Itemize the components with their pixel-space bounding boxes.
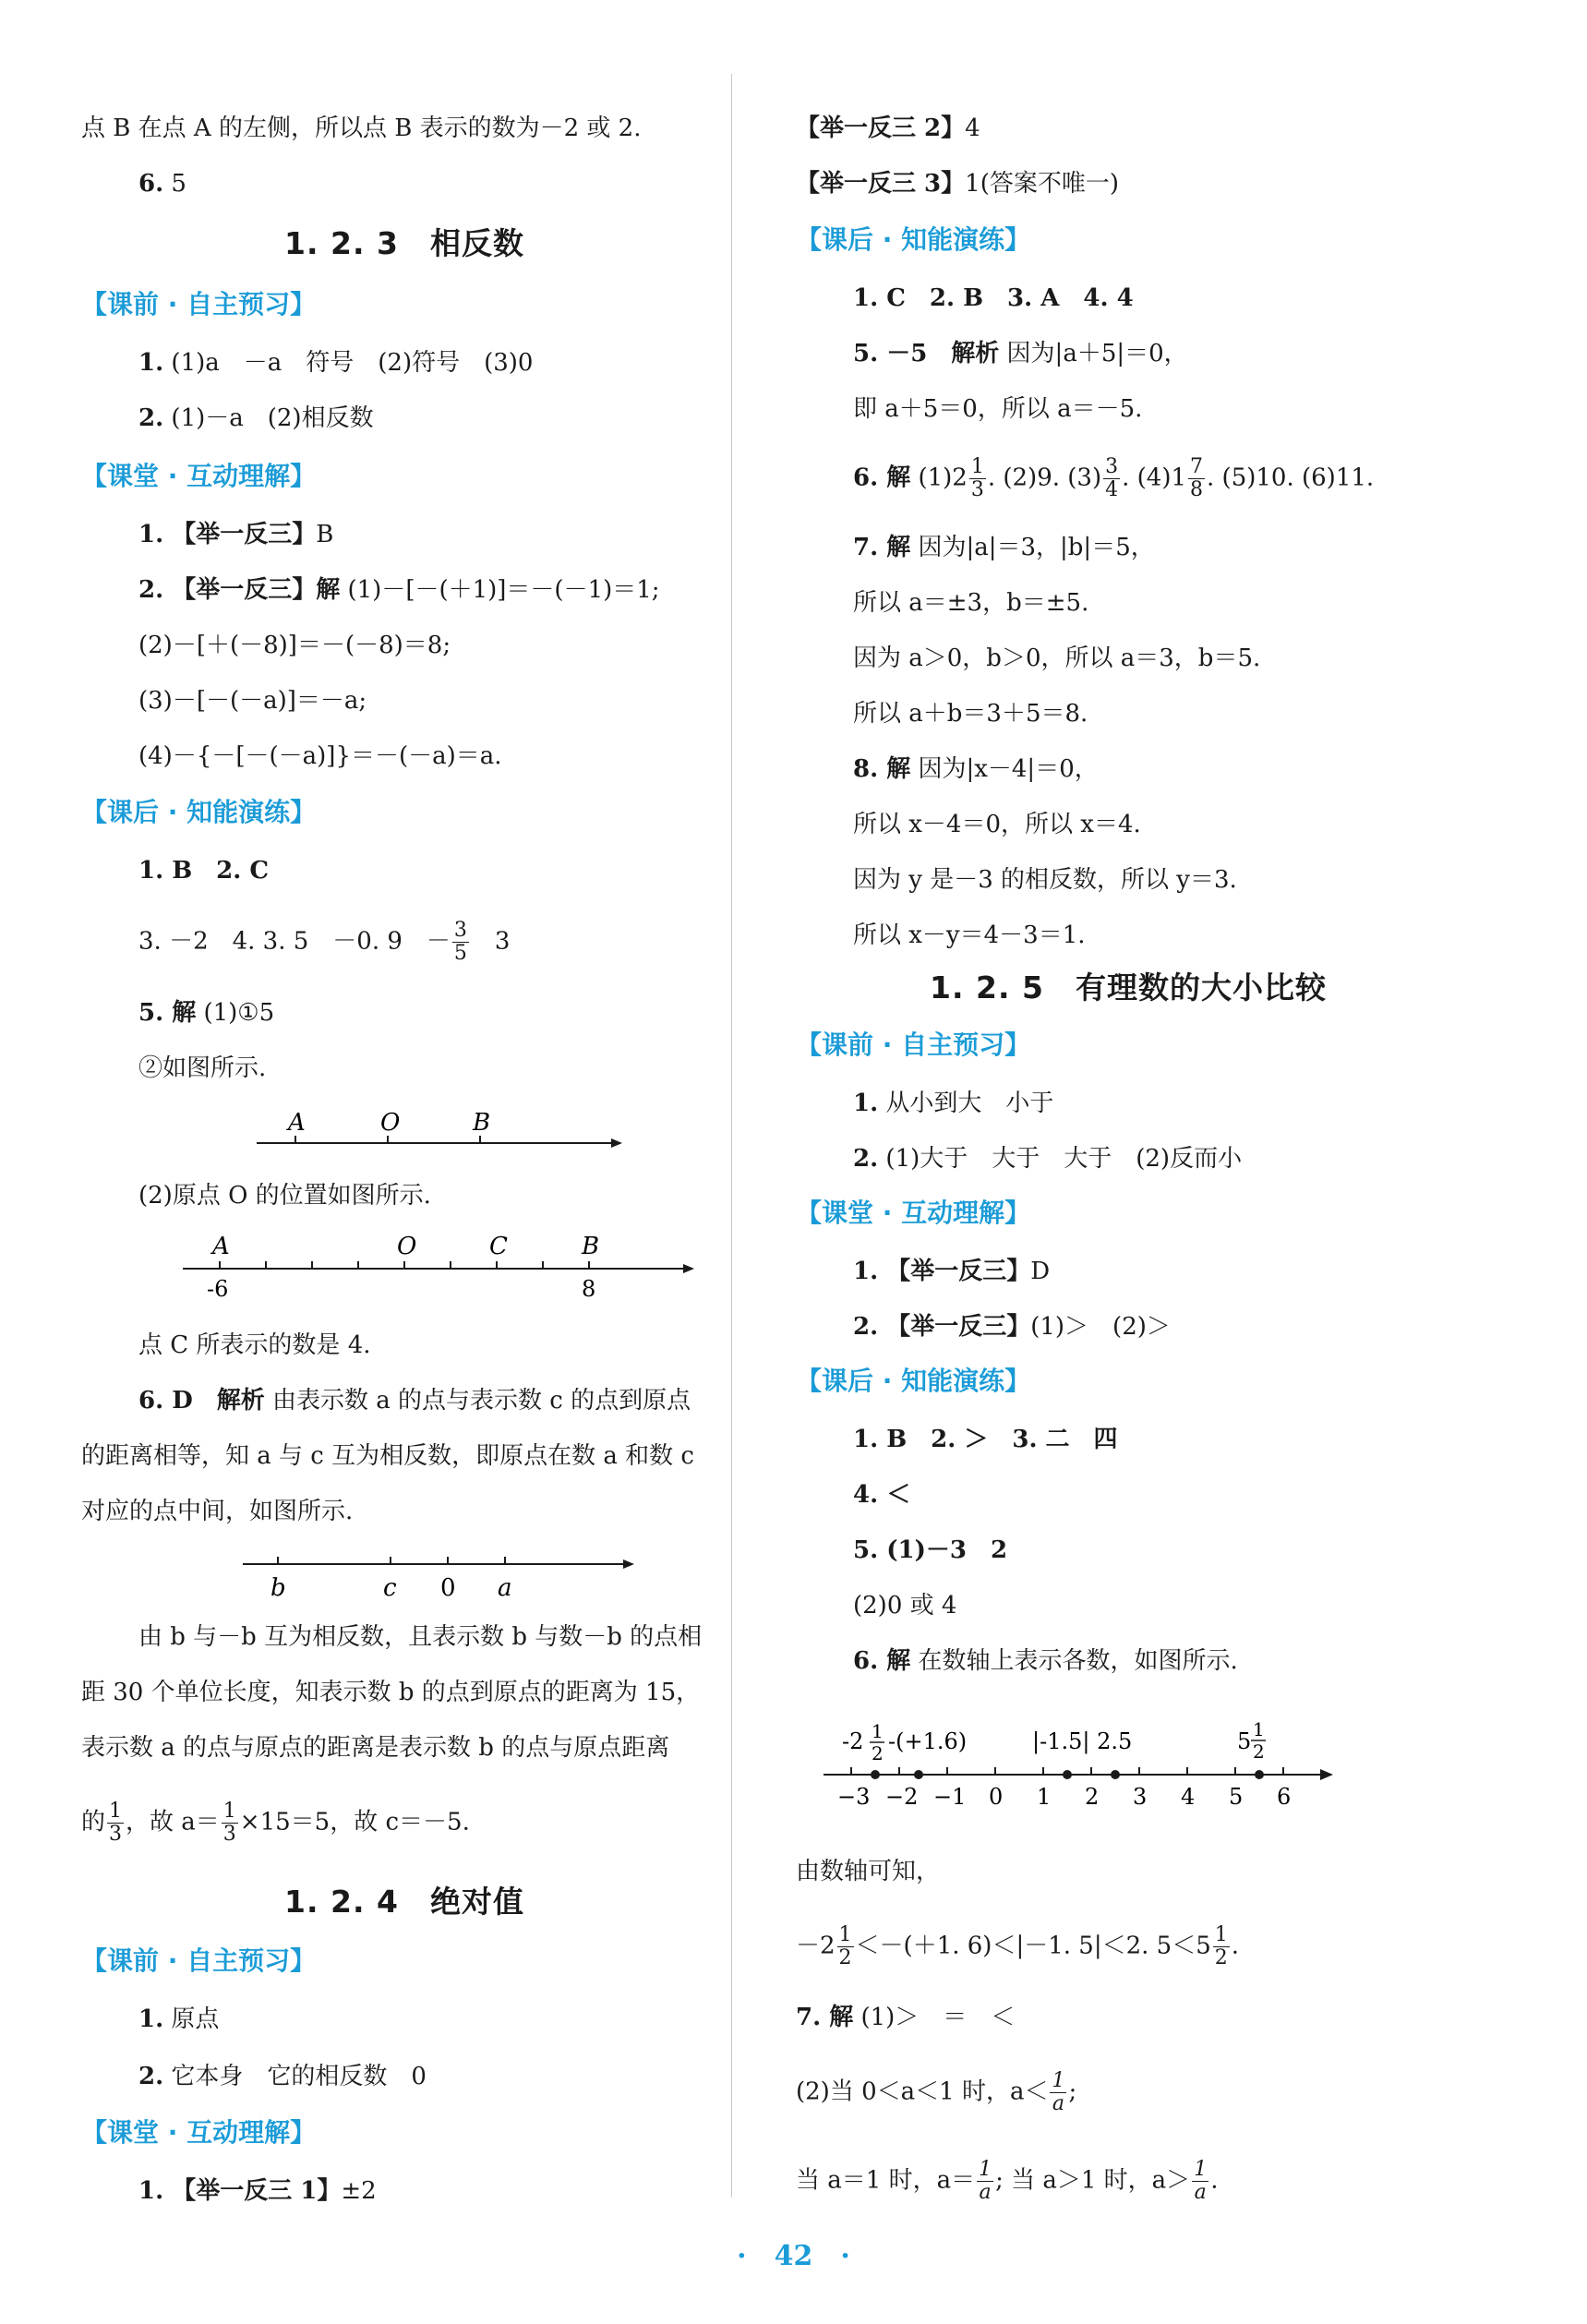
fraction: $\frac{1}{3}$ [970, 455, 984, 501]
fraction: $\frac{1}{2}$ [1214, 1923, 1228, 1969]
answer-line: 1. 【举一反三】B [138, 521, 334, 548]
section-header: 【课后 · 知能演练】 [796, 1366, 1031, 1396]
answer-line: 6. D 解析 由表示数 a 的点与表示数 c 的点到原点 [138, 1387, 691, 1415]
text-line: 所以 x－4＝0，所以 x＝4. [853, 811, 1141, 838]
answer-line: 2. (1)－a (2)相反数 [138, 404, 374, 432]
text-line: 的距离相等，知 a 与 c 互为相反数，即原点在数 a 和数 c [81, 1442, 694, 1470]
section-header: 【课前 · 自主预习】 [796, 1030, 1031, 1060]
data-point [1255, 1770, 1264, 1779]
text-line: 由数轴可知， [796, 1858, 941, 1885]
text-line: 点 B 在点 A 的左侧，所以点 B 表示的数为－2 或 2. [81, 114, 642, 142]
answer-line: 1. (1)a －a 符号 (2)符号 (3)0 [138, 349, 534, 377]
answer-line: 【举一反三 2】4 [796, 114, 980, 142]
fraction: $\frac{3}{5}$ [453, 919, 467, 965]
section-header: 【课堂 · 互动理解】 [81, 461, 317, 491]
point-label: 1 [1253, 1718, 1265, 1740]
answer-line: 1. B 2. ＞ 3. 二 四 [853, 1426, 1118, 1453]
number-line-2 [183, 1228, 709, 1304]
text-line: 表示数 a 的点与原点的距离是表示数 b 的点与原点距离 [81, 1734, 670, 1762]
tick-label: 5 [1229, 1784, 1244, 1810]
point-label-a: A [212, 1233, 230, 1260]
answer-line: 【举一反三 3】1(答案不唯一) [796, 170, 1119, 198]
answer-line: 1. 【举一反三】D [853, 1258, 1051, 1285]
point-label: 5 [1237, 1728, 1252, 1754]
answer-line: 2. (1)大于 大于 大于 (2)反而小 [853, 1145, 1243, 1173]
fraction: $\frac{1}{2}$ [838, 1923, 852, 1969]
data-point [871, 1770, 880, 1779]
answer-line: 2. 【举一反三】(1)＞ (2)＞ [853, 1313, 1171, 1341]
answer-line: 1. C 2. B 3. A 4. 4 [853, 284, 1134, 312]
section-title: 1. 2. 4 绝对值 [284, 1884, 524, 1920]
text-line: 所以 x－y＝4－3＝1. [853, 921, 1086, 949]
text-line: 因为 a＞0，b＞0，所以 a＝3，b＝5. [853, 644, 1261, 672]
section-header: 【课堂 · 互动理解】 [81, 2117, 317, 2148]
tick-label: 2 [1085, 1784, 1100, 1810]
fraction: $\frac{1}{a}$ [979, 2158, 992, 2204]
point-label: -(+1.6) [888, 1728, 968, 1754]
answer-line: 7. 解 因为|a|＝3，|b|＝5， [853, 534, 1155, 561]
page-number: · 42 · [737, 2240, 850, 2272]
answer-line: 5. 解 (1)①5 [138, 999, 275, 1027]
text-line: (2)0 或 4 [853, 1592, 957, 1620]
text-line: 即 a＋5＝0，所以 a＝－5. [853, 395, 1143, 423]
section-header: 【课前 · 自主预习】 [81, 1945, 317, 1976]
point-label-b: b [271, 1574, 286, 1599]
text-line: 由 b 与－b 互为相反数，且表示数 b 与数－b 的点相 [138, 1623, 703, 1651]
tick-label: 6 [1277, 1784, 1292, 1810]
answer-line: 1. 原点 [138, 2005, 220, 2033]
data-point [1063, 1770, 1072, 1779]
section-header: 【课前 · 自主预习】 [81, 289, 317, 319]
answer-line: 6. 解 (1)2 $\frac{1}{3}$ . (2)9. (3) $\frac{3}{4}$ . (4)1 $\frac{7}{8}$ . (5)10. (6)11. [853, 455, 1375, 501]
number-line-1 [257, 1104, 635, 1156]
answer-line: 6. 5 [138, 170, 186, 198]
point-label-c: C [489, 1233, 508, 1260]
fraction: $\frac{3}{4}$ [1105, 455, 1119, 501]
answer-line: 2. 【举一反三】解 (1)－[－(＋1)]＝－(－1)＝1; [138, 576, 660, 604]
answer-line: 1. B 2. C [138, 857, 270, 885]
text-line: 所以 a＝±3，b＝±5. [853, 589, 1089, 617]
text-line: 对应的点中间，如图所示. [81, 1498, 354, 1525]
tick-label: −3 [837, 1784, 871, 1810]
answer-line: 8. 解 因为|x－4|＝0， [853, 755, 1099, 783]
text-line: 因为 y 是－3 的相反数，所以 y＝3. [853, 866, 1237, 894]
answer-line: 4. ＜ [853, 1481, 911, 1509]
text-line: (4)－{－[－(－a)]}＝－(－a)＝a. [138, 742, 502, 770]
fraction: $\frac{1}{a}$ [1194, 2158, 1208, 2204]
tick-label: −2 [885, 1784, 919, 1810]
point-label: 2 [1253, 1740, 1265, 1763]
text-line: 的 $\frac{1}{3}$ ，故 a＝ $\frac{1}{3}$ ×15＝5，故 c＝－5. [81, 1800, 470, 1846]
tick-label: 1 [1037, 1784, 1052, 1810]
section-title: 1. 2. 3 相反数 [284, 225, 524, 261]
fraction: $\frac{1}{3}$ [109, 1800, 123, 1846]
section-title: 1. 2. 5 有理数的大小比较 [930, 969, 1327, 1005]
point-label-b: B [582, 1233, 600, 1260]
number-line-4 [814, 1708, 1377, 1819]
point-label-o: O [380, 1109, 401, 1137]
data-point [1111, 1770, 1120, 1779]
tick-label: 4 [1181, 1784, 1196, 1810]
text-line: －2 $\frac{1}{2}$ ＜－(＋1. 6)＜|－1. 5|＜2. 5＜5 $\frac{1}{2}$ . [796, 1923, 1240, 1969]
point-label-c: c [383, 1574, 397, 1599]
answer-line: 5. －5 解析 因为|a＋5|＝0， [853, 340, 1188, 367]
fraction: $\frac{1}{3}$ [222, 1800, 236, 1846]
fraction: $\frac{1}{a}$ [1052, 2069, 1065, 2115]
tick-label: 3 [1133, 1784, 1148, 1810]
text-line: (2)原点 O 的位置如图所示. [138, 1182, 431, 1210]
text-line: 点 C 所表示的数是 4. [138, 1331, 371, 1359]
point-label-a: a [498, 1574, 512, 1599]
text-line: (2)－[＋(－8)]＝－(－8)＝8; [138, 632, 451, 659]
tick-label: -6 [207, 1276, 229, 1302]
text-line: 当 a＝1 时，a＝ $\frac{1}{a}$ ; 当 a＞1 时，a＞ $\frac{1}{a}$ . [796, 2158, 1219, 2204]
point-label: |-1.5| 2.5 [1032, 1728, 1133, 1754]
section-header: 【课后 · 知能演练】 [81, 797, 317, 827]
text-line: (3)－[－(－a)]＝－a; [138, 687, 367, 715]
point-label: 2 [872, 1742, 884, 1764]
answer-line: 1. 从小到大 小于 [853, 1090, 1054, 1117]
text-line: 所以 a＋b＝3＋5＝8. [853, 700, 1088, 728]
tick-label: 8 [582, 1276, 596, 1302]
point-label-b: B [473, 1109, 491, 1137]
answer-line: 1. 【举一反三 1】±2 [138, 2177, 377, 2205]
point-label-o: O [397, 1233, 417, 1260]
text-line: 距 30 个单位长度，知表示数 b 的点到原点的距离为 15， [81, 1679, 701, 1706]
text-line: ②如图所示. [138, 1054, 267, 1082]
answer-line: 7. 解 (1)＞ ＝ ＜ [796, 2004, 1016, 2031]
text-line: (2)当 0＜a＜1 时，a＜ $\frac{1}{a}$ ; [796, 2069, 1077, 2115]
point-label: 1 [872, 1720, 884, 1742]
tick-label: −1 [933, 1784, 967, 1810]
data-point [914, 1770, 923, 1779]
answer-line: 6. 解 在数轴上表示各数，如图所示. [853, 1647, 1238, 1675]
fraction: $\frac{7}{8}$ [1190, 455, 1204, 501]
answer-line: 2. 它本身 它的相反数 0 [138, 2063, 427, 2090]
column-divider [731, 74, 732, 2198]
answer-line: 3. －2 4. 3. 5 －0. 9 － $\frac{3}{5}$ 3 [138, 919, 511, 965]
point-label-zero: 0 [440, 1574, 456, 1599]
answer-line: 5. (1)－3 2 [853, 1536, 1008, 1564]
section-header: 【课后 · 知能演练】 [796, 224, 1031, 255]
section-header: 【课堂 · 互动理解】 [796, 1198, 1031, 1228]
point-label: -2 [842, 1728, 864, 1754]
tick-label: 0 [989, 1784, 1004, 1810]
number-line-3 [243, 1544, 649, 1599]
point-label-a: A [288, 1109, 306, 1137]
